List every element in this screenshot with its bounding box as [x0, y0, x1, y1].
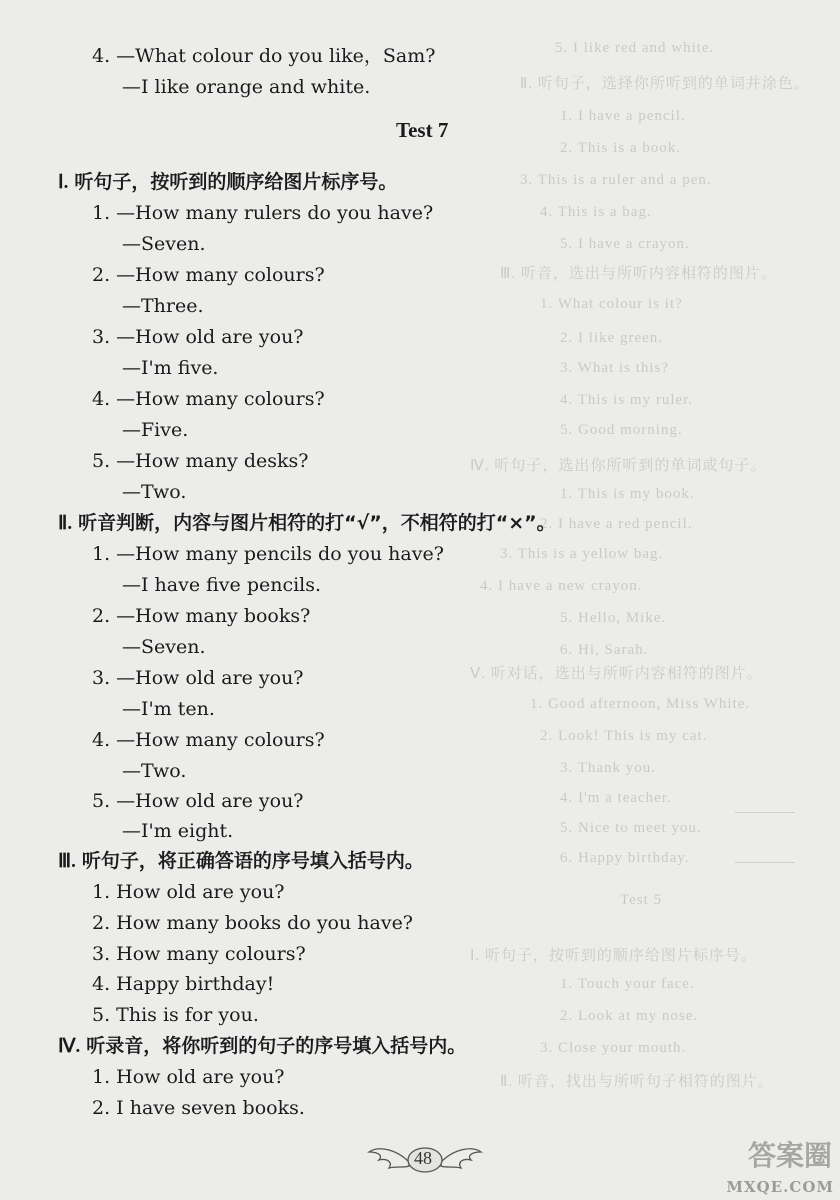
watermark-url: MXQE.COM [726, 1178, 834, 1196]
section-3-line-4: 4. Happy birthday! [92, 973, 275, 995]
section-1-item-5-answer: —Two. [122, 481, 187, 503]
section-3-numeral: Ⅲ. [58, 851, 76, 872]
section-1-item-4-answer: —Five. [122, 419, 189, 441]
section-1-item-2-question: 2. —How many colours? [92, 264, 325, 286]
section-1-item-1-answer: —Seven. [122, 233, 206, 255]
section-1-numeral: Ⅰ. [58, 172, 69, 193]
section-3-line-5: 5. This is for you. [92, 1004, 259, 1026]
watermark-logo-text: 答案圈 [747, 1139, 832, 1172]
section-4-instruction: 听录音，将你听到的句子的序号填入括号内。 [86, 1035, 467, 1057]
section-2-item-3-answer: —I'm ten. [122, 698, 215, 720]
section-2-item-4-answer: —Two. [122, 760, 187, 782]
section-4-numeral: Ⅳ. [58, 1036, 81, 1057]
section-3-heading [58, 849, 424, 874]
test-title: Test 7 [396, 118, 449, 142]
top-item-question: 4. —What colour do you like，Sam? [92, 45, 436, 67]
section-1-item-1-question: 1. —How many rulers do you have? [92, 202, 434, 224]
section-2-item-3-question: 3. —How old are you? [92, 667, 304, 689]
section-2-item-4-question: 4. —How many colours? [92, 729, 325, 751]
section-2-instruction: 听音判断，内容与图片相符的打“√”，不相符的打“×”。 [78, 512, 556, 534]
section-4-line-1: 1. How old are you? [92, 1066, 285, 1088]
top-item-answer: —I like orange and white. [122, 76, 371, 98]
page-number: 48 [414, 1148, 432, 1168]
section-3-line-3: 3. How many colours? [92, 943, 306, 965]
section-2-item-1-question: 1. —How many pencils do you have? [92, 543, 444, 565]
section-2-item-5-question: 5. —How old are you? [92, 790, 304, 812]
section-2-item-1-answer: —I have five pencils. [122, 574, 322, 596]
section-2-numeral: Ⅱ. [58, 513, 73, 534]
section-4-heading [58, 1034, 466, 1059]
section-2-item-5-answer: —I'm eight. [122, 820, 234, 842]
section-3-line-1: 1. How old are you? [92, 881, 285, 903]
section-1-item-3-question: 3. —How old are you? [92, 326, 304, 348]
section-2-heading [58, 511, 556, 536]
section-1-item-4-question: 4. —How many colours? [92, 388, 325, 410]
section-1-heading [58, 170, 397, 195]
section-3-line-2: 2. How many books do you have? [92, 912, 413, 934]
section-2-item-2-question: 2. —How many books? [92, 605, 311, 627]
section-4-line-2: 2. I have seven books. [92, 1097, 305, 1119]
section-1-item-2-answer: —Three. [122, 295, 204, 317]
section-1-item-5-question: 5. —How many desks? [92, 450, 309, 472]
section-3-instruction: 听句子，将正确答语的序号填入括号内。 [81, 850, 424, 872]
section-2-item-2-answer: —Seven. [122, 636, 206, 658]
section-1-item-3-answer: —I'm five. [122, 357, 219, 379]
section-1-instruction: 听句子，按听到的顺序给图片标序号。 [74, 171, 398, 193]
